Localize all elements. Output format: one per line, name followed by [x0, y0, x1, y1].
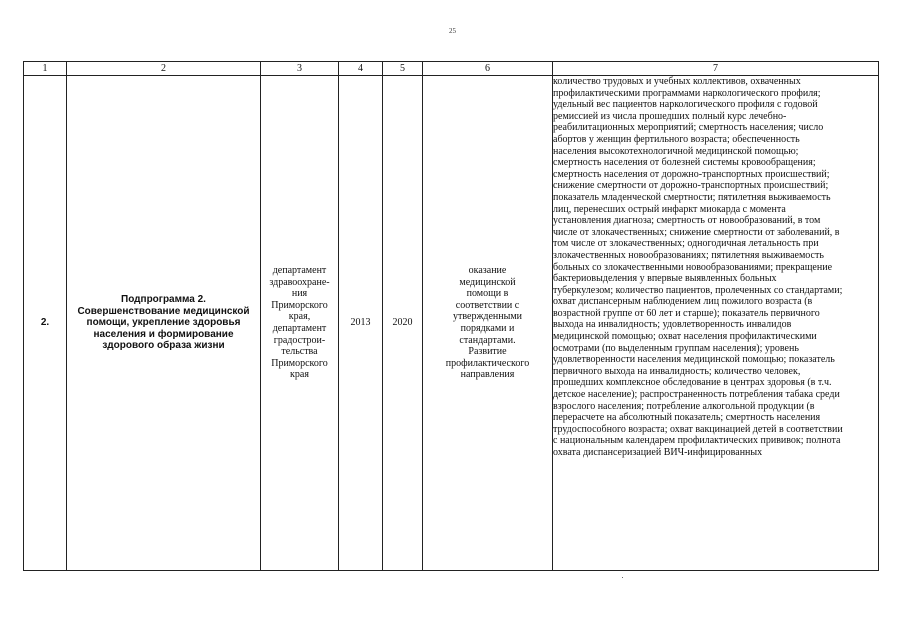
col-header-6: 6 [423, 62, 553, 76]
subprogram-name: Подпрограмма 2. Совершенствование медицинской помощи, укрепление здоровья населения и формирование здорового образа жизни [67, 76, 261, 571]
indicators: количество трудовых и учебных коллективов, охваченных профилактическими программами наркологического профиля; удельный вес пациентов наркологического профиля с годовой ремиссией из числа прошедших полный курс лечебно- реабилитационных мероприятий; смертность населения; число абортов у женщин фертильного возраста; обеспеченность населения высокотехнологичной медицинской помощью; смертность населения от болезней системы кровообращения; смертность населения от дорожно-транспортных происшествий; снижение смертности от дорожно-транспортных происшествий; показатель младенческой смертности; пятилетняя выживаемость лиц, перенесших острый инфаркт миокарда с момента установления диагноза; смертность от новообразований, в том числе от злокачественных; снижение смертности от заболеваний, в том числе от злокачественных; одногодичная летальность при злокачественных новообразованиях; пятилетняя выживаемость больных со злокачественными новообразованиями; прекращение бактериовыделения у впервые выявленных больных туберкулезом; количество пациентов, пролеченных со стандартами; охват диспансерным наблюдением лиц пожилого возраста (в возрастной группе от 60 лет и старше); показатель первичного выхода на инвалидность; удовлетворенность инвалидов медицинской помощью; охват населения профилактическими осмотрами (по выделенным группам населения); уровень удовлетворенности населения медицинской помощью; показатель первичного выхода на инвалидность; количество человек, прошедших комплексное обследование в центрах здоровья (в т.ч. детское население); распространенность потребления табака среди взрослого населения; потребление алкогольной продукции (в перерасчете на абсолютный показатель; смертность населения трудоспособного возраста; охват вакцинацией детей в соответствии с национальным календарем профилактических прививок; полнота охвата диспансеризацией ВИЧ-инфицированных [553, 76, 879, 571]
start-year: 2013 [339, 76, 383, 571]
col-header-1: 1 [24, 62, 67, 76]
end-year: 2020 [383, 76, 423, 571]
col-header-2: 2 [67, 62, 261, 76]
header-row [24, 62, 879, 76]
col-header-5: 5 [383, 62, 423, 76]
row-number: 2. [24, 76, 67, 571]
expected-result: оказание медицинской помощи в соответствии с утвержденными порядками и стандартами. Развитие профилактического направления [423, 76, 553, 571]
page-number: 25 [449, 27, 456, 35]
table-row [24, 76, 879, 571]
executor: департамент здравоохране- ния Приморского края, департамент градострои- тельства Приморского края [261, 76, 339, 571]
scan-speck [622, 577, 623, 578]
col-header-4: 4 [339, 62, 383, 76]
col-header-7: 7 [553, 62, 879, 76]
program-table [23, 61, 879, 571]
col-header-3: 3 [261, 62, 339, 76]
